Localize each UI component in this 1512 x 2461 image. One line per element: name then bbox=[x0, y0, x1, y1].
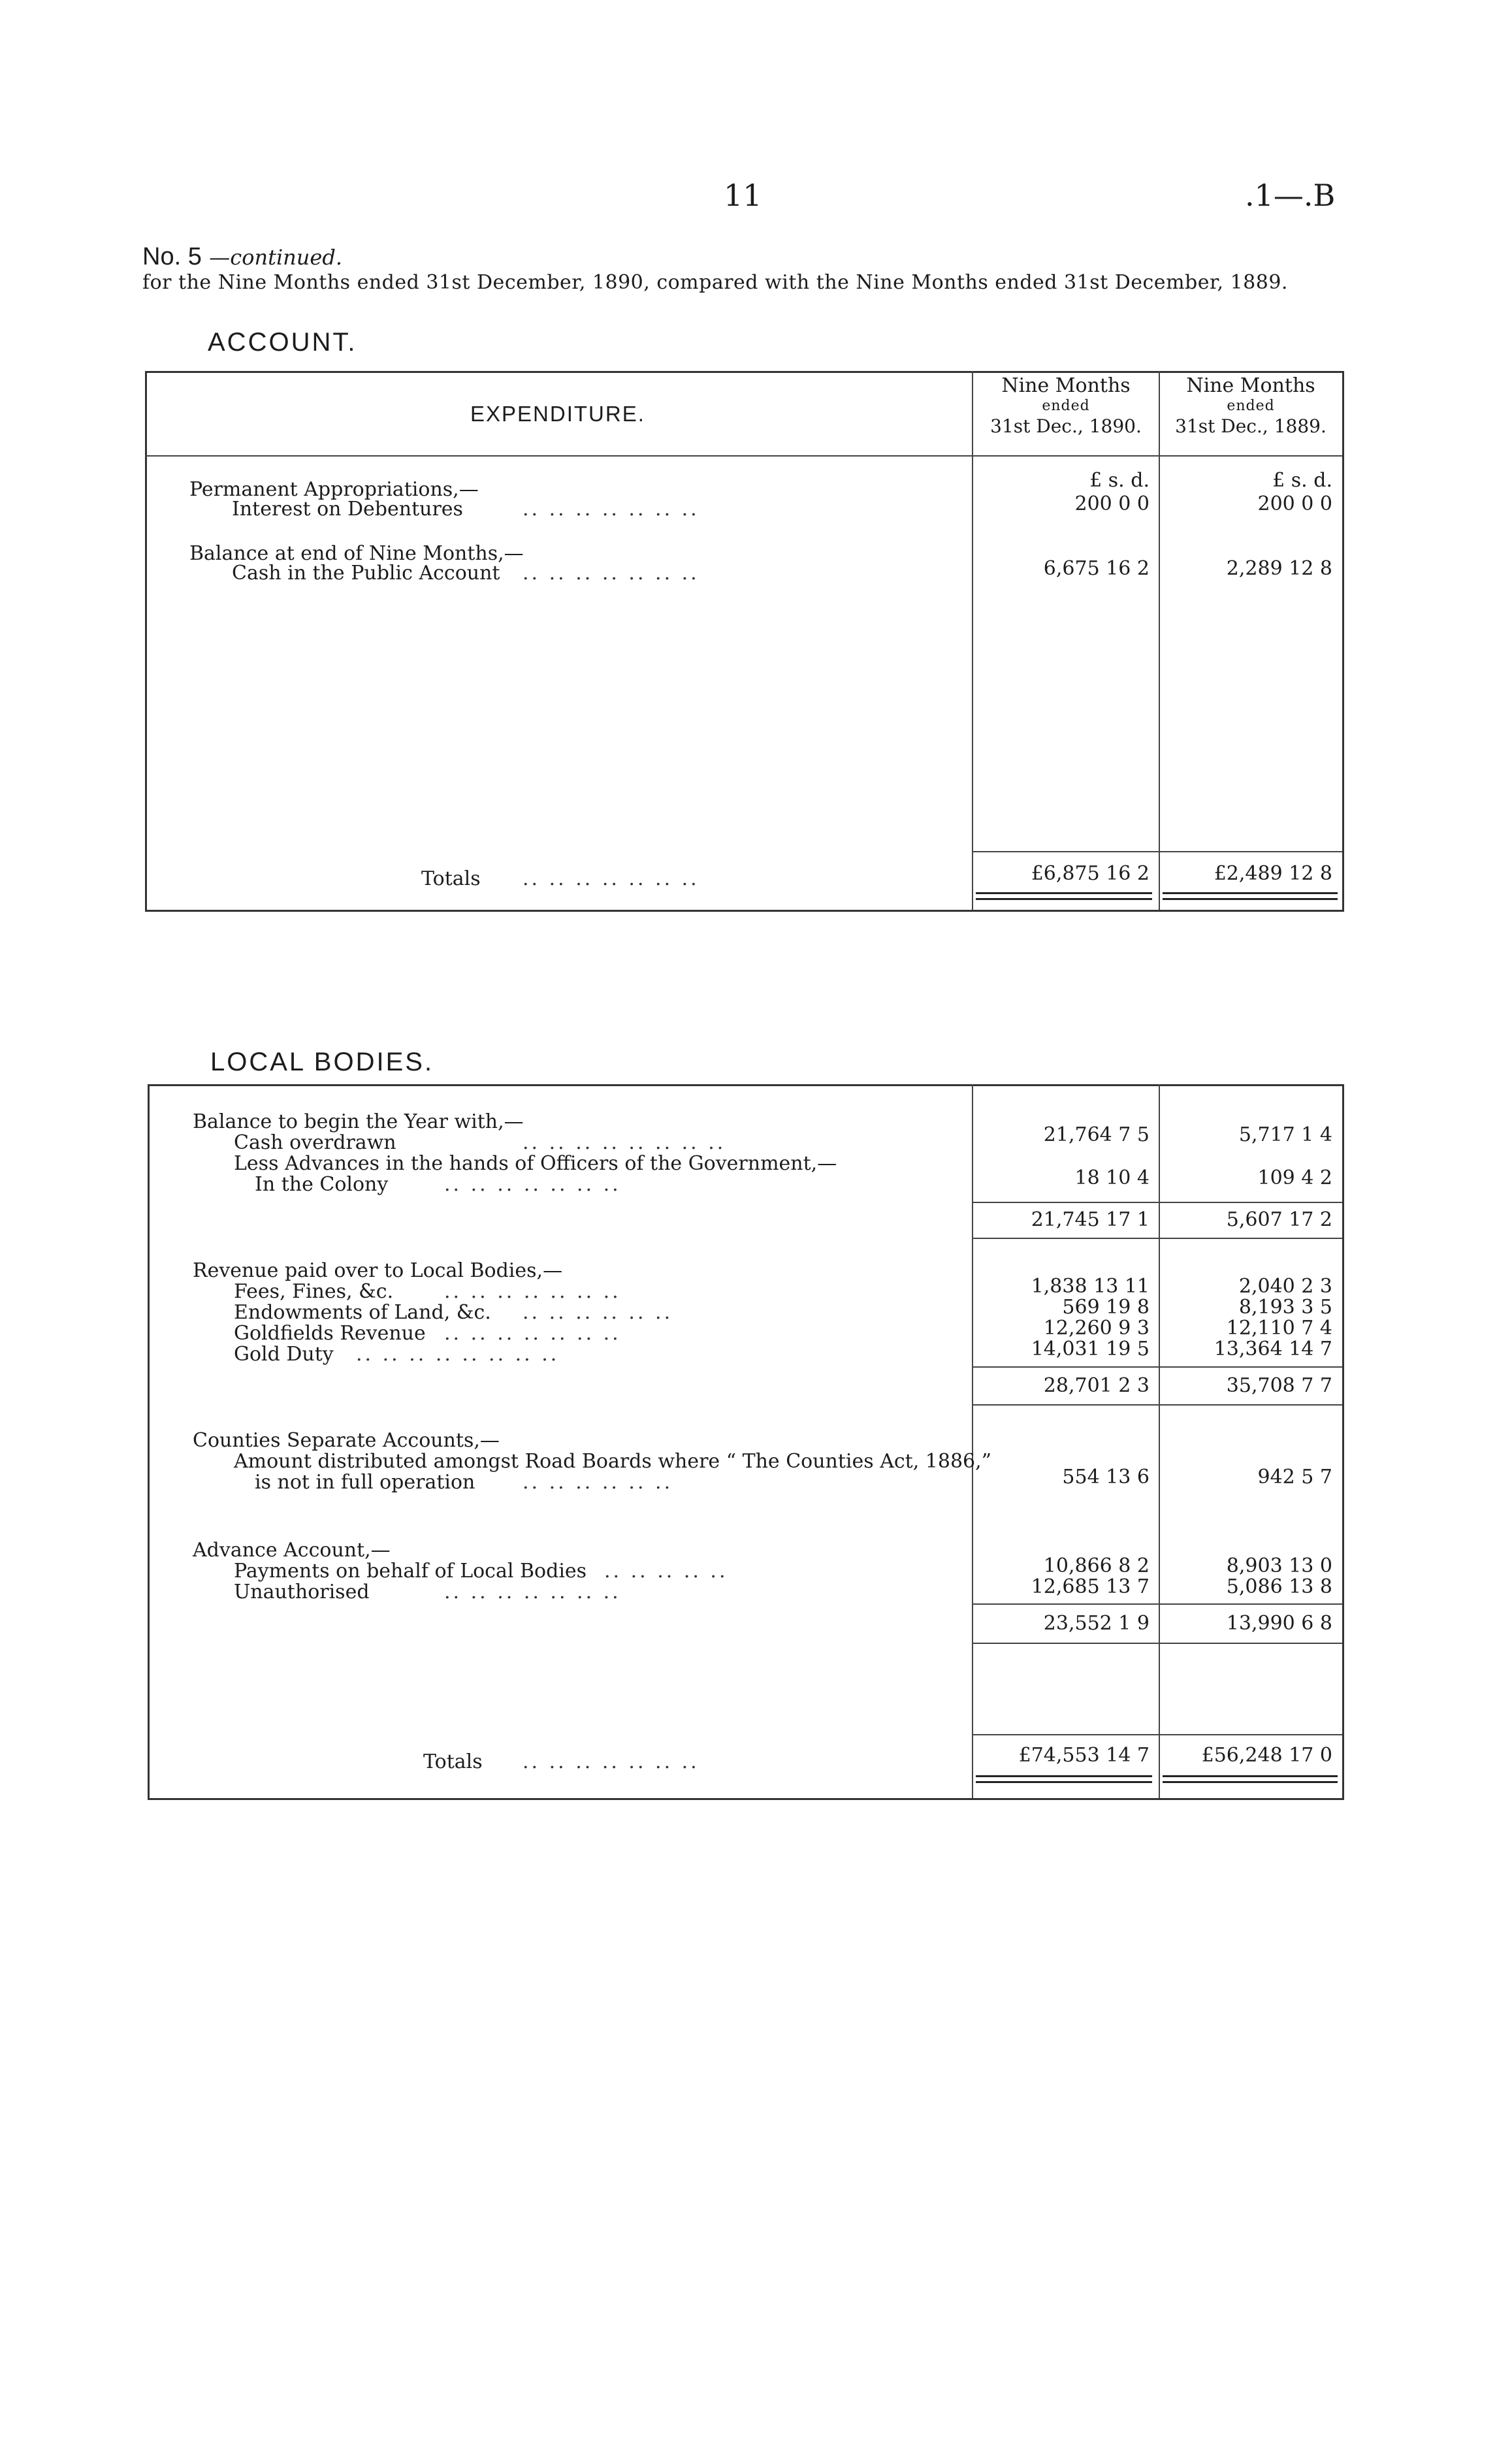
cash-overdrawn-label: Cash overdrawn bbox=[234, 1131, 396, 1154]
leader-dots: .. .. .. .. .. .. .. bbox=[444, 1173, 621, 1196]
local-bodies-total-1889: £56,248 17 0 bbox=[1201, 1744, 1332, 1767]
leader-dots: .. .. .. .. .. .. .. bbox=[444, 1280, 621, 1303]
payments-1890: 10,866 8 2 bbox=[1043, 1554, 1150, 1577]
counties-line1: Amount distributed amongst Road Boards where “ The Counties Act, 1886,” bbox=[234, 1450, 992, 1473]
gold-duty-1889: 13,364 14 7 bbox=[1214, 1338, 1332, 1360]
cash-value-1890: 6,675 16 2 bbox=[1043, 557, 1150, 580]
leader-dots: .. .. .. .. .. .. .. .. bbox=[523, 1131, 726, 1154]
unauthorised-1889: 5,086 13 8 bbox=[1226, 1575, 1332, 1598]
unit-header-1889: £ s. d. bbox=[1272, 469, 1332, 492]
document-reference: .1—.B bbox=[1245, 178, 1336, 213]
fees-fines-label: Fees, Fines, &c. bbox=[234, 1280, 394, 1303]
in-colony-1889: 109 4 2 bbox=[1257, 1166, 1332, 1189]
leader-dots: .. .. .. .. .. .. bbox=[523, 1471, 673, 1494]
local-bodies-title: LOCAL BODIES. bbox=[210, 1048, 434, 1076]
account-table bbox=[145, 371, 1344, 912]
goldfields-revenue-label: Goldfields Revenue bbox=[234, 1322, 426, 1345]
endowments-label: Endowments of Land, &c. bbox=[234, 1301, 491, 1324]
continued-label: —continued. bbox=[209, 245, 342, 270]
local-bodies-totals-label: Totals bbox=[423, 1750, 483, 1773]
gold-duty-label: Gold Duty bbox=[234, 1343, 334, 1366]
leader-dots: .. .. .. .. .. .. .. bbox=[523, 867, 700, 890]
goldfields-revenue-1890: 12,260 9 3 bbox=[1043, 1317, 1150, 1340]
balance-end-label: Balance at end of Nine Months,— bbox=[189, 542, 524, 565]
endowments-1890: 569 19 8 bbox=[1062, 1296, 1150, 1319]
cash-value-1889: 2,289 12 8 bbox=[1226, 557, 1332, 580]
gold-duty-1890: 14,031 19 5 bbox=[1031, 1338, 1150, 1360]
interest-value-1889: 200 0 0 bbox=[1257, 492, 1332, 515]
cash-overdrawn-1890: 21,764 7 5 bbox=[1043, 1123, 1150, 1146]
leader-dots: .. .. .. .. .. .. bbox=[523, 1301, 673, 1324]
interest-on-debentures-label: Interest on Debentures bbox=[232, 498, 463, 521]
statement-heading bbox=[142, 243, 342, 271]
leader-dots: .. .. .. .. .. .. .. bbox=[523, 562, 700, 585]
in-colony-label: In the Colony bbox=[255, 1173, 389, 1196]
advance-subtotal-1889: 13,990 6 8 bbox=[1226, 1612, 1332, 1635]
payments-1889: 8,903 13 0 bbox=[1226, 1554, 1332, 1577]
balance-subtotal-1889: 5,607 17 2 bbox=[1226, 1208, 1332, 1231]
revenue-subtotal-1890: 28,701 2 3 bbox=[1043, 1374, 1150, 1397]
advance-subtotal-1890: 23,552 1 9 bbox=[1043, 1612, 1150, 1635]
less-advances-heading: Less Advances in the hands of Officers of the Government,— bbox=[234, 1152, 837, 1175]
revenue-heading: Revenue paid over to Local Bodies,— bbox=[193, 1259, 563, 1282]
leader-dots: .. .. .. .. .. .. .. bbox=[523, 498, 700, 521]
statement-number: No. 5 bbox=[142, 243, 202, 270]
counties-heading: Counties Separate Accounts,— bbox=[193, 1429, 500, 1452]
interest-value-1890: 200 0 0 bbox=[1074, 492, 1150, 515]
account-title: ACCOUNT. bbox=[208, 328, 357, 357]
leader-dots: .. .. .. .. .. .. .. .. bbox=[356, 1343, 560, 1366]
account-total-1889: £2,489 12 8 bbox=[1214, 862, 1332, 885]
endowments-1889: 8,193 3 5 bbox=[1238, 1296, 1332, 1319]
cash-overdrawn-1889: 5,717 1 4 bbox=[1238, 1123, 1332, 1146]
counties-1889: 942 5 7 bbox=[1257, 1466, 1332, 1488]
permanent-appropriations-label: Permanent Appropriations,— bbox=[189, 478, 479, 501]
column-header-1889: Nine Months ended 31st Dec., 1889. bbox=[1175, 374, 1327, 437]
leader-dots: .. .. .. .. .. bbox=[604, 1560, 728, 1583]
page-number: 11 bbox=[724, 178, 762, 213]
local-bodies-total-1890: £74,553 14 7 bbox=[1018, 1744, 1150, 1767]
payments-local-bodies-label: Payments on behalf of Local Bodies bbox=[234, 1560, 587, 1583]
leader-dots: .. .. .. .. .. .. .. bbox=[444, 1581, 621, 1603]
account-total-1890: £6,875 16 2 bbox=[1031, 862, 1150, 885]
cash-public-account-label: Cash in the Public Account bbox=[232, 562, 500, 585]
balance-subtotal-1890: 21,745 17 1 bbox=[1031, 1208, 1150, 1231]
leader-dots: .. .. .. .. .. .. .. bbox=[523, 1750, 700, 1773]
counties-line2: is not in full operation bbox=[255, 1471, 475, 1494]
unit-header-1890: £ s. d. bbox=[1089, 469, 1150, 492]
counties-1890: 554 13 6 bbox=[1062, 1466, 1150, 1488]
unauthorised-label: Unauthorised bbox=[234, 1581, 370, 1603]
expenditure-heading: EXPENDITURE. bbox=[470, 402, 645, 426]
leader-dots: .. .. .. .. .. .. .. bbox=[444, 1322, 621, 1345]
revenue-subtotal-1889: 35,708 7 7 bbox=[1226, 1374, 1332, 1397]
in-colony-1890: 18 10 4 bbox=[1074, 1166, 1150, 1189]
unauthorised-1890: 12,685 13 7 bbox=[1031, 1575, 1150, 1598]
statement-subtitle: for the Nine Months ended 31st December, 1890, compared with the Nine Months ended 31st December, 1889. bbox=[142, 271, 1288, 294]
advance-account-heading: Advance Account,— bbox=[193, 1539, 391, 1562]
account-totals-label: Totals bbox=[421, 867, 481, 890]
fees-fines-1890: 1,838 13 11 bbox=[1031, 1275, 1150, 1298]
goldfields-revenue-1889: 12,110 7 4 bbox=[1226, 1317, 1332, 1340]
column-header-1890: Nine Months ended 31st Dec., 1890. bbox=[990, 374, 1142, 437]
balance-begin-heading: Balance to begin the Year with,— bbox=[193, 1110, 524, 1133]
fees-fines-1889: 2,040 2 3 bbox=[1238, 1275, 1332, 1298]
